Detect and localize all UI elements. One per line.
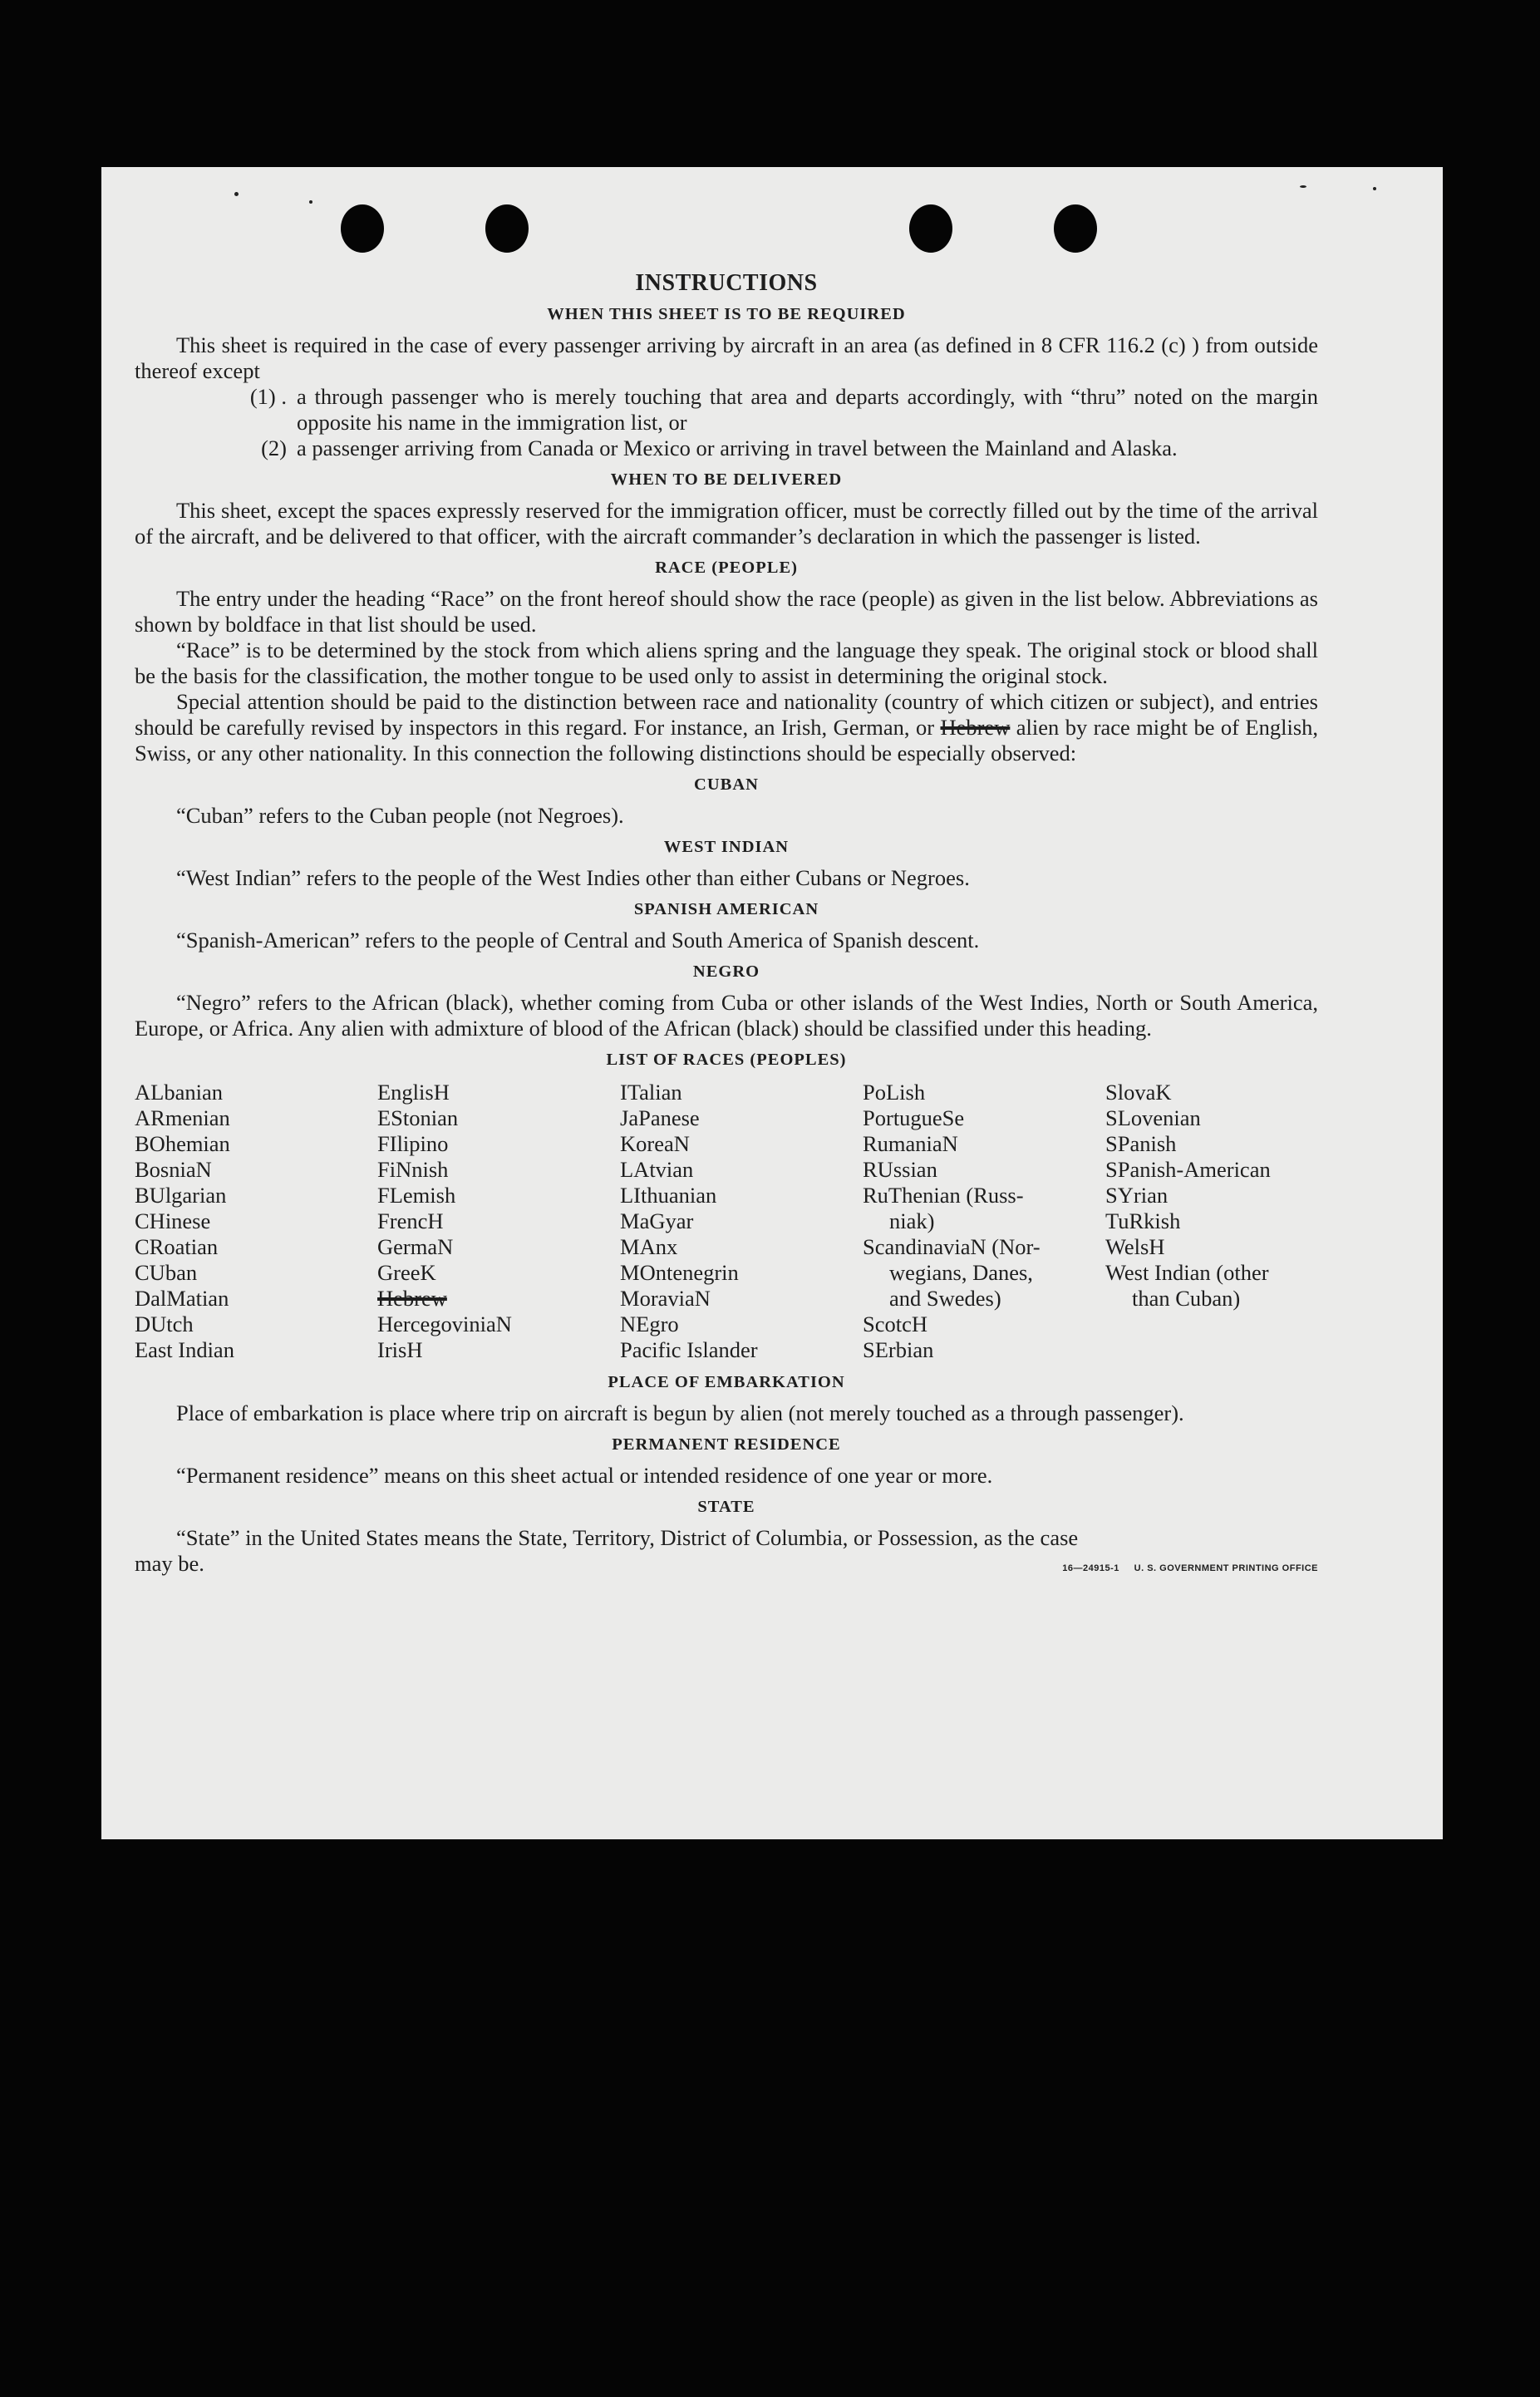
race-entry: NEgro	[620, 1312, 679, 1336]
race-entry: LIthuanian	[620, 1183, 717, 1208]
cuban-text: “Cuban” refers to the Cuban people (not Negroes).	[176, 803, 624, 828]
heading-negro: NEGRO	[692, 962, 760, 981]
heading-when-delivered: WHEN TO BE DELIVERED	[610, 470, 843, 489]
race-entry-continuation: than Cuban)	[1132, 1286, 1241, 1311]
exception-item	[135, 436, 1318, 461]
race-entry: MOntenegrin	[620, 1260, 739, 1285]
race-entry: BosniaN	[135, 1157, 212, 1182]
race-entry: ScotcH	[863, 1312, 928, 1336]
race-entry-line: RuThenian (Russ-	[863, 1183, 1024, 1208]
race-entry-scandinavian	[863, 1234, 1105, 1312]
when-required-intro: This sheet is required in the case of every passenger arriving by aircraft in an area (as defined in 8 CFR 116.2 (c) ) from outside thereof except	[135, 332, 1318, 383]
state-last-line	[135, 1551, 1318, 1582]
punch-hole	[1054, 204, 1097, 253]
speck	[1373, 187, 1376, 190]
exception-number: (1) .	[249, 384, 287, 409]
race-paragraph-2: “Race” is to be determined by the stock from which aliens spring and the language they speak. The original stock or blood shall be the basis for the classification, the mother tongue to be used only to assist in determining the original stock.	[135, 637, 1318, 688]
race-entry: BUlgarian	[135, 1183, 227, 1208]
exception-text: a through passenger who is merely touching that area and departs accordingly, with “thru” noted on the margin opposite his name in the immigration list, or	[297, 384, 1318, 435]
when-delivered-text: This sheet, except the spaces expressly reserved for the immigration officer, must be correctly filled out by the time of the arrival of the aircraft, and be delivered to that officer, with the aircraft commander’s declaration in which the passenger is listed.	[135, 498, 1318, 549]
race-entry: ARmenian	[135, 1105, 230, 1130]
residence-text: “Permanent residence” means on this sheet actual or intended residence of one year or more.	[176, 1463, 993, 1488]
heading-embarkation: PLACE OF EMBARKATION	[608, 1373, 845, 1391]
race-entry: EStonian	[377, 1105, 459, 1130]
exception-text: a passenger arriving from Canada or Mexico or arriving in travel between the Mainland and Alaska.	[297, 436, 1178, 460]
heading-cuban: CUBAN	[694, 775, 759, 794]
race-entry: KoreaN	[620, 1131, 690, 1156]
speck	[1300, 185, 1306, 188]
race-entry: RUssian	[863, 1157, 937, 1182]
west-indian-text: “West Indian” refers to the people of the West Indies other than either Cubans or Negroes.	[176, 865, 970, 890]
race-entry: FLemish	[377, 1183, 456, 1208]
races-column-5	[1105, 1080, 1318, 1363]
races-list	[135, 1080, 1318, 1363]
race-entry: SErbian	[863, 1337, 934, 1362]
race-entry: DalMatian	[135, 1286, 229, 1311]
race-entry: JaPanese	[620, 1105, 700, 1130]
printer-credit: U. S. GOVERNMENT PRINTING OFFICE	[1134, 1563, 1318, 1573]
footer-print-line	[1062, 1556, 1318, 1582]
race-entry: CHinese	[135, 1208, 211, 1233]
race-paragraph-1: The entry under the heading “Race” on the front hereof should show the race (people) as given in the list below. Abbreviations as shown by boldface in that list should be used.	[135, 586, 1318, 637]
speck	[309, 200, 312, 204]
race-entry: RumaniaN	[863, 1131, 958, 1156]
race-entry: Pacific Islander	[620, 1337, 758, 1362]
punch-hole	[485, 204, 529, 253]
race-entry: FIlipino	[377, 1131, 449, 1156]
races-column-2	[377, 1080, 620, 1363]
race-entry: EnglisH	[377, 1080, 450, 1105]
race-entry-ruthenian	[863, 1183, 1105, 1234]
race-entry: IrisH	[377, 1337, 423, 1362]
heading-state: STATE	[697, 1498, 755, 1516]
race-entry: SlovaK	[1105, 1080, 1172, 1105]
struck-word: Hebrew	[940, 715, 1011, 740]
race-entry: WelsH	[1105, 1234, 1165, 1259]
race-paragraph-3	[135, 689, 1318, 766]
race-entry: MAnx	[620, 1234, 678, 1259]
race-entry: SLovenian	[1105, 1105, 1201, 1130]
race-entry-line: ScandinaviaN (Nor-	[863, 1234, 1041, 1259]
race-entry: DUtch	[135, 1312, 194, 1336]
race-entry: FiNnish	[377, 1157, 449, 1182]
exception-number: (2)	[261, 436, 287, 460]
race-entry: ALbanian	[135, 1080, 223, 1105]
negro-text: “Negro” refers to the African (black), whether coming from Cuba or other islands of the West Indies, North or South America, Europe, or Africa. Any alien with admixture of blood of the African (black) should be classified under this heading.	[135, 990, 1318, 1041]
race-entry-continuation: and Swedes)	[889, 1286, 1001, 1311]
embarkation-text: Place of embarkation is place where trip on aircraft is begun by alien (not merely touched as a through passenger).	[176, 1400, 1184, 1425]
races-column-1	[135, 1080, 377, 1363]
race-entry-line: West Indian (other	[1105, 1260, 1269, 1285]
races-column-3	[620, 1080, 863, 1363]
heading-race: RACE (PEOPLE)	[655, 559, 798, 577]
race-entry: ITalian	[620, 1080, 682, 1105]
race-entry: CUban	[135, 1260, 198, 1285]
form-number: 16—24915-1	[1062, 1563, 1119, 1573]
state-text-end: may be.	[135, 1551, 204, 1576]
race-entry: GermaN	[377, 1234, 454, 1259]
page-title: INSTRUCTIONS	[635, 270, 818, 296]
race-entry-struck: Hebrew	[377, 1286, 447, 1311]
exception-item	[135, 384, 1318, 436]
race-entry: PortugueSe	[863, 1105, 965, 1130]
race-entry: TuRkish	[1105, 1208, 1181, 1233]
race-entry: MaGyar	[620, 1208, 694, 1233]
heading-list-of-races: LIST OF RACES (PEOPLES)	[606, 1051, 847, 1069]
spanish-american-text: “Spanish-American” refers to the people of Central and South America of Spanish descent.	[176, 928, 980, 952]
heading-spanish-american: SPANISH AMERICAN	[633, 900, 819, 918]
race-entry-west-indian	[1105, 1260, 1318, 1312]
races-column-4	[863, 1080, 1105, 1363]
heading-west-indian: WEST INDIAN	[663, 838, 790, 856]
race-entry: FrencH	[377, 1208, 444, 1233]
speck	[234, 192, 239, 196]
race-entry-continuation: wegians, Danes,	[889, 1260, 1033, 1285]
race-entry: SPanish	[1105, 1131, 1177, 1156]
race-entry: HercegoviniaN	[377, 1312, 512, 1336]
race-paragraph-3-end: alien by race might be of English, Swiss, or any other nationality. In this connection the following distinctions should be especially observed:	[135, 715, 1319, 765]
race-entry: East Indian	[135, 1337, 234, 1362]
race-entry: SPanish-American	[1105, 1157, 1271, 1182]
punch-hole	[909, 204, 952, 253]
state-text: “State” in the United States means the State, Territory, District of Columbia, or Possession, as the case	[176, 1525, 1079, 1550]
heading-permanent-residence: PERMANENT RESIDENCE	[612, 1435, 841, 1454]
race-entry: CRoatian	[135, 1234, 219, 1259]
race-entry: LAtvian	[620, 1157, 694, 1182]
race-entry: BOhemian	[135, 1131, 230, 1156]
instructions-content	[135, 270, 1318, 1582]
instruction-sheet	[101, 167, 1443, 1839]
race-entry: PoLish	[863, 1080, 926, 1105]
heading-when-required: WHEN THIS SHEET IS TO BE REQUIRED	[547, 305, 906, 323]
race-entry: MoraviaN	[620, 1286, 711, 1311]
race-entry: SYrian	[1105, 1183, 1169, 1208]
race-entry-continuation: niak)	[889, 1208, 935, 1233]
race-paragraph-3-start: Special attention should be paid to the distinction between race and nationality (country of which citizen or subject), and entries should be carefully revised by inspectors in this regard. For instance, an Irish, German, or	[135, 689, 1318, 740]
race-entry: GreeK	[377, 1260, 436, 1285]
punch-hole	[341, 204, 384, 253]
